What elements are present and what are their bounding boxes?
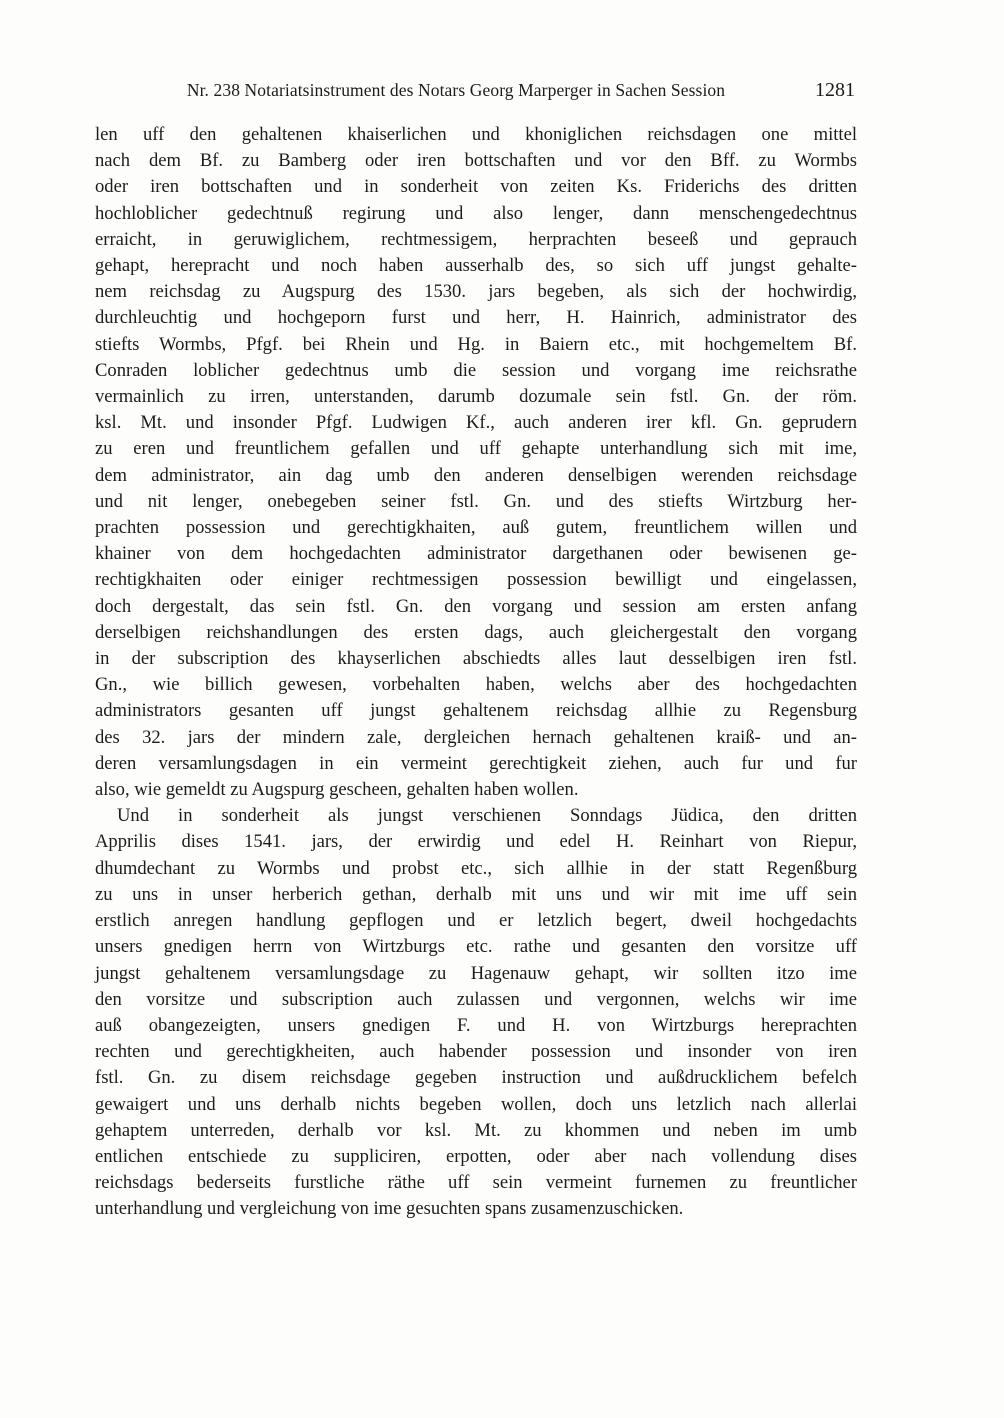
text-line: khainer von dem hochgedachten administrator dargethanen oder bewisenen ge- <box>95 543 857 565</box>
text-line: jungst gehaltenem versamlungsdage zu Hagenauw gehapt, wir sollten itzo ime <box>95 962 857 984</box>
text-line: unterhandlung und vergleichung von ime gesuchten spans zusamenzuschicken. <box>95 1198 684 1220</box>
text-line: entlichen entschiede zu suppliciren, erpotten, oder aber nach vollendung dises <box>95 1145 857 1167</box>
text-line: zu eren und freuntlichem gefallen und uff gehapte unterhandlung sich mit ime, <box>95 438 857 460</box>
text-line: erraicht, in geruwiglichem, rechtmessigem, herprachten beseeß und geprauch <box>95 228 857 250</box>
text-line: Apprilis dises 1541. jars, der erwirdig und edel H. Reinhart von Riepur, <box>95 831 857 853</box>
text-line: rechten und gerechtigkheiten, auch habender possession und insonder von iren <box>95 1041 857 1063</box>
text-line: erstlich anregen handlung gepflogen und er letzlich begert, dweil hochgedachts <box>95 910 857 932</box>
text-line: unsers gnedigen herrn von Wirtzburgs etc. rathe und gesanten den vorsitze uff <box>95 936 857 958</box>
text-line: administrators gesanten uff jungst gehaltenem reichsdag allhie zu Regensburg <box>95 700 857 722</box>
page-number: 1281 <box>815 79 855 101</box>
text-line: deren versamlungsdagen in ein vermeint gerechtigkeit ziehen, auch fur und fur <box>95 752 857 774</box>
text-line: dem administrator, ain dag umb den anderen denselbigen werenden reichsdage <box>95 464 857 486</box>
text-line: Conraden loblicher gedechtnus umb die session und vorgang ime reichsrathe <box>95 359 857 381</box>
text-body <box>95 122 857 1223</box>
text-line: gewaigert und uns derhalb nichts begeben wollen, doch uns letzlich nach allerlai <box>95 1093 857 1115</box>
text-line: fstl. Gn. zu disem reichsdage gegeben instruction und außdrucklichem befelch <box>95 1067 857 1089</box>
paragraph <box>95 803 857 1222</box>
text-line: derselbigen reichshandlungen des ersten dags, auch gleichergestalt den vorgang <box>95 621 857 643</box>
text-line: dhumdechant zu Wormbs und probst etc., sich allhie in der statt Regenßburg <box>95 857 857 879</box>
text-line: oder iren bottschaften und in sonderheit von zeiten Ks. Friderichs des dritten <box>95 176 857 198</box>
text-line: in der subscription des khayserlichen abschiedts alles laut desselbigen iren fstl. <box>95 648 857 670</box>
text-line: und nit lenger, onebegeben seiner fstl. Gn. und des stiefts Wirtzburg her- <box>95 490 857 512</box>
text-line: prachten possession und gerechtigkhaiten, auß gutem, freuntlichem willen und <box>95 517 857 539</box>
text-line: also, wie gemeldt zu Augspurg gescheen, gehalten haben wollen. <box>95 779 579 801</box>
text-line: nem reichsdag zu Augspurg des 1530. jars begeben, als sich der hochwirdig, <box>95 281 857 303</box>
text-line: auß obangezeigten, unsers gnedigen F. und H. von Wirtzburgs hereprachten <box>95 1014 857 1036</box>
text-line: ksl. Mt. und insonder Pfgf. Ludwigen Kf., auch anderen irer kfl. Gn. geprudern <box>95 412 857 434</box>
text-line: Und in sonderheit als jungst verschienen Sonndags Jüdica, den dritten <box>117 805 857 827</box>
text-line: stiefts Wormbs, Pfgf. bei Rhein und Hg. in Baiern etc., mit hochgemeltem Bf. <box>95 333 857 355</box>
paragraph <box>95 122 857 803</box>
text-line: Gn., wie billich gewesen, vorbehalten haben, welchs aber des hochgedachten <box>95 674 857 696</box>
text-line: gehaptem unterreden, derhalb vor ksl. Mt. zu khommen und neben im umb <box>95 1119 857 1141</box>
text-line: doch dergestalt, das sein fstl. Gn. den vorgang und session am ersten anfang <box>95 595 857 617</box>
text-line: zu uns in unser herberich gethan, derhalb mit uns und wir mit ime uff sein <box>95 883 857 905</box>
text-line: nach dem Bf. zu Bamberg oder iren bottschaften und vor den Bff. zu Wormbs <box>95 150 857 172</box>
page-header <box>95 78 857 104</box>
text-line: reichsdags bederseits furstliche räthe uff sein vermeint furnemen zu freuntlicher <box>95 1172 857 1194</box>
text-line: durchleuchtig und hochgeporn furst und herr, H. Hainrich, administrator des <box>95 307 857 329</box>
running-title: Nr. 238 Notariatsinstrument des Notars Georg Marperger in Sachen Session <box>186 80 726 100</box>
text-line: len uff den gehaltenen khaiserlichen und khoniglichen reichsdagen one mittel <box>95 124 857 145</box>
text-block <box>95 78 857 1223</box>
text-line: vermainlich zu irren, unterstanden, darumb dozumale sein fstl. Gn. der röm. <box>95 386 857 408</box>
text-line: des 32. jars der mindern zale, dergleichen hernach gehaltenen kraiß- und an- <box>95 726 857 748</box>
text-line: den vorsitze und subscription auch zulassen und vergonnen, welchs wir ime <box>95 988 857 1010</box>
text-line: gehapt, herepracht und noch haben ausserhalb des, so sich uff jungst gehalte- <box>95 255 857 277</box>
text-line: rechtigkhaiten oder einiger rechtmessigen possession bewilligt und eingelassen, <box>95 569 857 591</box>
text-line: hochloblicher gedechtnuß regirung und also lenger, dann menschengedechtnus <box>95 202 857 224</box>
